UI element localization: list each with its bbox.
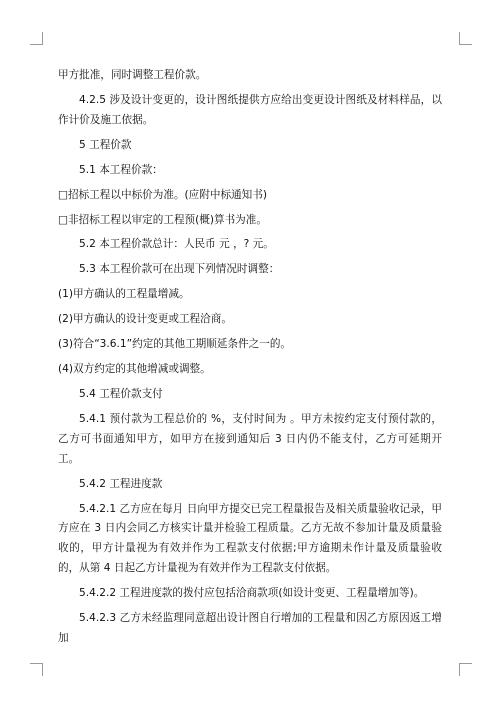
list-item-1: (1)甲方确认的工程量增减。 <box>58 288 190 301</box>
document-body <box>58 66 442 654</box>
crop-mark-top-left <box>30 32 43 45</box>
heading-5-4-2: 5.4.2 工程进度款 <box>79 477 163 490</box>
crop-mark-bottom-right <box>459 663 472 676</box>
paragraph-5-3: 5.3 本工程价款可在出现下列情况时调整： <box>79 263 280 276</box>
list-item-4: (4)双方约定的其他增减或调整。 <box>58 363 211 376</box>
paragraph-5-4-1: 5.4.1 预付款为工程总价的 %，支付时间为 。甲方未按约定支付预付款的，乙方可书面通知甲方，如甲方在接到通知后 3 日内仍不能支付，乙方可延期开工。 <box>58 413 442 465</box>
list-item-3: (3)符合“3.6.1”约定的其他工期顺延条件之一的。 <box>58 338 292 351</box>
option-tender-price: □招标工程以中标价为准。(应附中标通知书) <box>58 188 267 201</box>
crop-mark-top-right <box>459 32 472 45</box>
paragraph-5-4-2-1: 5.4.2.1 乙方应在每月 日向甲方提交已完工程量报告及相关质量验收记录，甲方应在 3 日内会同乙方核实计量并检验工程质量。乙方无故不参加计量及质量验收的，甲方计量视为有效并作为工程款支付依据;甲方逾期未作计量及质量验收的，从第 4 日起乙方计量视为有效并作为工程款支付依据。 <box>58 502 442 575</box>
paragraph-5-4-2-3: 5.4.2.3 乙方未经监理同意超出设计图自行增加的工程量和因乙方原因返工增加 <box>58 612 442 644</box>
paragraph-5-4-2-2: 5.4.2.2 工程进度款的拨付应包括洽商款项(如设计变更、工程量增加等)。 <box>79 587 425 600</box>
heading-5-project-price: 5 工程价款 <box>79 138 132 151</box>
paragraph-5-2: 5.2 本工程价款总计：人民币 元 ，? 元。 <box>79 238 274 251</box>
heading-5-4: 5.4 工程价款支付 <box>79 388 163 401</box>
paragraph-4-2-5: 4.2.5 涉及设计变更的，设计图纸提供方应给出变更设计图纸及材料样品，以作计价及施工依据。 <box>58 93 442 126</box>
list-item-2: (2)甲方确认的设计变更或工程洽商。 <box>58 313 232 326</box>
crop-mark-bottom-left <box>30 663 43 676</box>
paragraph-approval: 甲方批准，同时调整工程价款。 <box>58 69 207 81</box>
option-non-tender-price: □非招标工程以审定的工程预(概)算书为准。 <box>58 213 267 226</box>
heading-5-1: 5.1 本工程价款： <box>79 163 163 176</box>
